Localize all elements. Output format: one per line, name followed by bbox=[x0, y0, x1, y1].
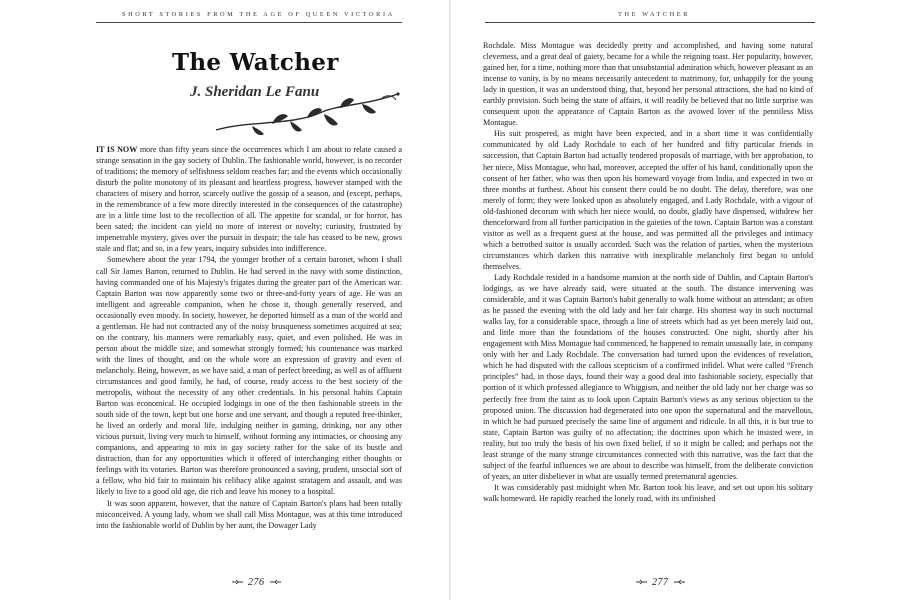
folio-flourish-icon bbox=[270, 579, 281, 585]
paragraph: Lady Rochdale resided in a handsome mansion at the north side of Dublin, and Captain Barton's lodgings, as we have already said, were situated at the south. The distance intervening was considerable, and it was Captain Barton's habit generally to walk home without an attendant; as often as he passed the evening with the old lady and her fair charge. His shortest way in such nocturnal walks lay, for a considerable space, through a line of streets which had as yet been merely laid out, and little more than the foundations of the houses constructed. One night, shortly after his engagement with Miss Montague had commenced, he happened to remain unusually late, in company only with her and Lady Rochdale. The conversation had turned upon the evidences of revelation, which he had disputed with the callous scepticism of a confirmed infidel. What were called “French principles” had, in those days, found their way a good deal into fashionable society, especially that portion of it which professed allegiance to Whiggism, and neither the old lady nor her charge was so perfectly free from the taint as to look upon Captain Barton's views as any serious objection to the proposed union. The discussion had degenerated into one upon the supernatural and the marvellous, in which he had pursued precisely the same line of argument and ridicule. In all this, it is but true to state, Captain Barton was guilty of no affectation; the doctrines upon which he insisted were, in reality, but too truly the basis of his own fixed belief, if so it might be called; and perhaps not the least strange of the many strange circumstances connected with this narrative, was the fact that the subject of the fearful influences we are about to describe was himself, from the deliberate conviction of years, an utter disbeliever in what are usually termed preternatural agencies. bbox=[483, 272, 813, 481]
folio-flourish-icon bbox=[636, 579, 647, 585]
head-rule-right bbox=[485, 22, 815, 23]
story-title: The Watcher bbox=[172, 49, 339, 76]
paragraph: Somewhere about the year 1794, the younger brother of a certain baronet, whom I shall call Sir James Barton, returned to Dublin. He had served in the navy with some distinction, having commanded one of his Majesty's frigates during the greater part of the American war. Captain Barton was now apparently some two or three-and-forty years of age. He was an intelligent and agreeable companion, when he chose it, though generally reserved, and occasionally even moody. In society, however, he deported himself as a man of the world and a gentleman. He had not contracted any of the noisy brusqueness sometimes acquired at sea; on the contrary, his manners were remarkably easy, quiet, and even polished. He was in person about the middle size, and somewhat strongly formed; his countenance was marked with the lines of thought, and on the whole wore an expression of gravity and even of melancholy. Being, however, as we have said, a man of perfect breeding, as well as of affluent circumstances and good family, he had, of course, ready access to the best society of the metropolis, without the necessity of any other credentials. In his personal habits Captain Barton was economical. He occupied lodgings in one of the then fashionable streets in the south side of the town, kept but one horse and one servant, and though a reputed free-thinker, he lived an orderly and moral life, indulging neither in gaming, drinking, nor any other vicious pursuit, living very much to himself, without forming any intimacies, or choosing any companions, and appearing to mix in gay society rather for the sake of its bustle and distraction, than for any opportunities which it offered of interchanging either thoughts or feelings with its votaries. Barton was therefore pronounced a saving, prudent, unsocial sort of a fellow, who bid fair to maintain his celibacy alike against stratagem and assault, and was likely to live to a good old age, die rich and leave his money to a hospital. bbox=[96, 255, 402, 497]
running-head-right: THE WATCHER bbox=[618, 11, 691, 18]
right-page bbox=[450, 0, 900, 600]
paragraph bbox=[96, 144, 402, 254]
lead-in: IT IS NOW bbox=[96, 145, 138, 154]
right-text-column bbox=[483, 40, 813, 504]
paragraph: Rochdale. Miss Montague was decidedly pretty and accomplished, and having some natural cleverness, and a great deal of gaiety, became for a while the reigning toast. Her popularity, however, gained her, for a time, nothing more than that unsubstantial admiration which, however pleasant as an incense to vanity, is by no means necessarily antecedent to matrimony, for, unhappily for the young lady in question, it was an understood thing, that, beyond her personal attractions, she had no kind of earthly provision. Such being the state of affairs, it will readily be believed that no little surprise was consequent upon the appearance of Captain Barton as the avowed lover of the penniless Miss Montague. bbox=[483, 41, 813, 128]
paragraph: It was considerably past midnight when Mr. Barton took his leave, and set out upon his solitary walk homeward. He rapidly reached the lonely road, with its unfinished bbox=[483, 482, 813, 503]
vine-flourish-icon bbox=[212, 90, 402, 140]
paragraph: His suit prospered, as might have been expected, and in a short time it was confidentially communicated by old Lady Rochdale to each of her hundred and fifty particular friends in succession, that Captain Barton had actually tendered proposals of marriage, with her approbation, to her niece, Miss Montague, who had, moreover, accepted the offer of his hand, conditionally upon the consent of her father, who was then upon his homeward voyage from India, and expected in two or three months at furthest. About his consent there could be no doubt. The delay, therefore, was one merely of form; they were looked upon as absolutely engaged, and Lady Rochdale, with a vigour of old-fashioned decorum with which her niece would, no doubt, gladly have dispensed, withdrew her thenceforward from all further participation in the gaieties of the town. Captain Barton was a constant visitor as well as a frequent guest at the house, and was permitted all the privileges and intimacy which a betrothed suitor is usually accorded. Such was the relation of parties, when the mysterious circumstances which darken this narrative with inexplicable melancholy first began to unfold themselves. bbox=[483, 129, 813, 271]
head-rule-left bbox=[96, 22, 402, 23]
folio-left bbox=[232, 576, 281, 588]
folio-flourish-icon bbox=[232, 579, 243, 585]
paragraph: It was soon apparent, however, that the nature of Captain Barton's plans had been totally misconceived. A young lady, whom we shall call Miss Montague, was at this time introduced into the fashionable world of Dublin by her aunt, the Dowager Lady bbox=[96, 498, 402, 530]
folio-flourish-icon bbox=[674, 579, 685, 585]
running-head-left: SHORT STORIES FROM THE AGE OF QUEEN VICTORIA bbox=[122, 11, 395, 18]
page-number: 277 bbox=[652, 576, 669, 588]
left-text-column bbox=[96, 144, 402, 531]
story-author: J. Sheridan Le Fanu bbox=[190, 84, 320, 100]
page-number: 276 bbox=[248, 576, 265, 588]
paragraph-text: more than fifty years since the occurrences which I am about to relate caused a strange sensation in the gay society of Dublin. The fashionable world, however, is no recorder of traditions; the memory of selfishness seldom reaches far; and the events which occasionally disturb the polite monotony of its pleasant and heartless progress, however stamped with the characters of misery and horror, scarcely outlive the gossip of a season, and (except, perhaps, in the remembrance of a few more directly interested in the consequences of the catastrophe) are in a little time lost to the recollection of all. The appetite for scandal, or for horror, has been sated; the incident can yield no more of interest or novelty; curiosity, frustrated by impenetrable mystery, gives over the pursuit in despair; the tale has ceased to be new, grows stale and flat; and so, in a few years, inquiry subsides into indifference. bbox=[96, 145, 403, 254]
folio-right bbox=[636, 576, 685, 588]
